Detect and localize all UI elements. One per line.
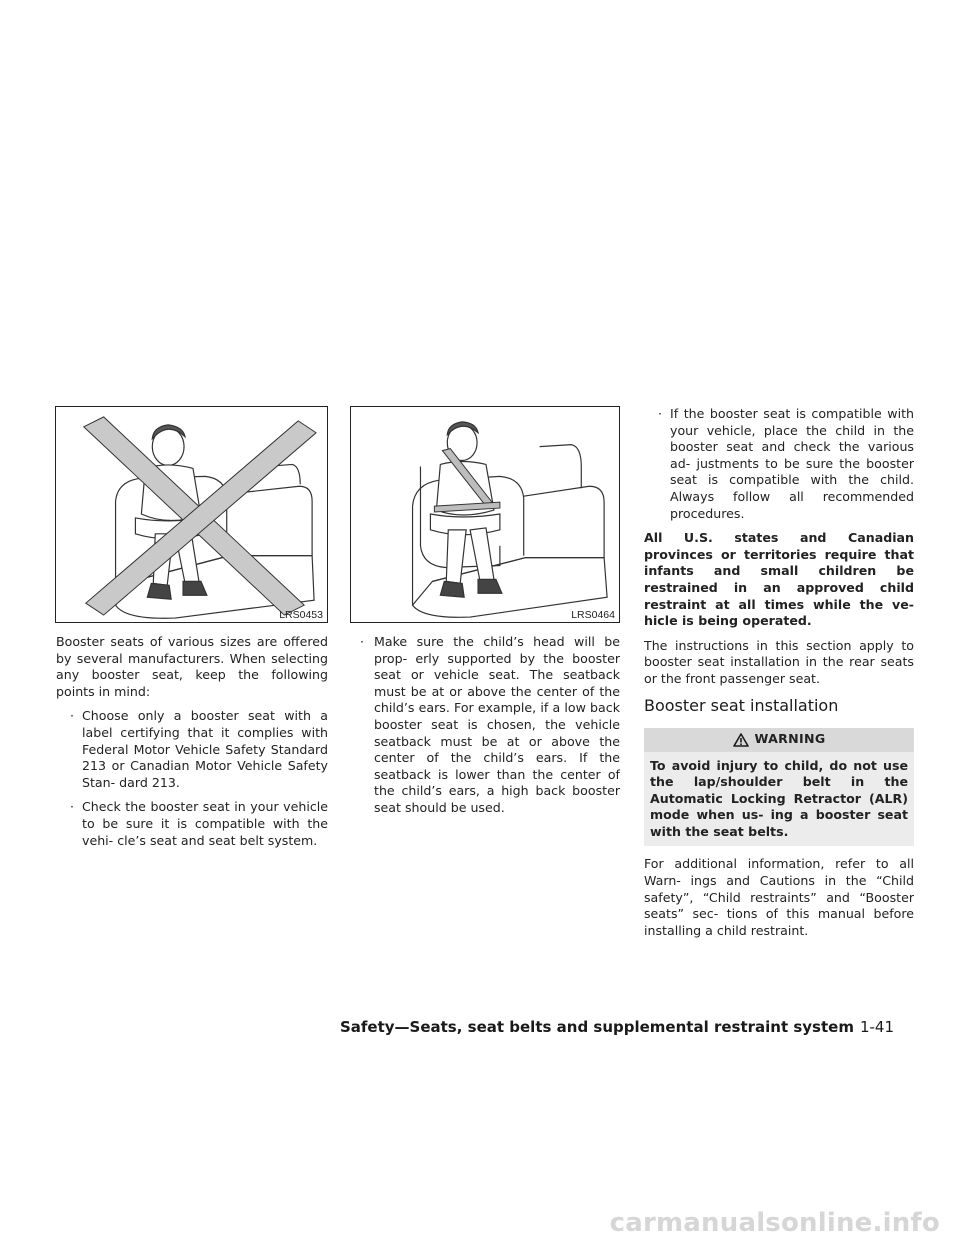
bold-paragraph: All U.S. states and Canadian provinces or territories require that infants and small children be restrained in an approved child restraint at all times while the ve- hicle is being operated. <box>644 530 914 629</box>
footer-section-title: Safety—Seats, seat belts and supplemental restraint system <box>339 1018 854 1036</box>
warning-triangle-icon <box>733 733 749 747</box>
bullet-icon: · <box>360 634 365 649</box>
bullet-icon: · <box>70 799 75 815</box>
figure-code: LRS0453 <box>279 609 323 621</box>
warning-box <box>644 728 914 847</box>
page-number: 1-41 <box>859 1018 894 1036</box>
list-item-text: Check the booster seat in your vehicle to be sure it is compatible with the vehi- cle’s seat and seat belt system. <box>82 799 328 848</box>
list-item <box>350 634 620 817</box>
intro-paragraph: Booster seats of various sizes are offered by several manufacturers. When selecting any booster seat, keep the following points in mind: <box>56 634 328 699</box>
figure-code: LRS0464 <box>571 609 615 621</box>
paragraph: For additional information, refer to all Warn- ings and Cautions in the “Child safety”, “Child restraints” and “Booster seats” sec- tions of this manual before installing a child restraint. <box>644 856 914 938</box>
child-booster-seat-correct-illustration <box>351 407 619 622</box>
warning-title: WARNING <box>754 731 826 747</box>
warning-header <box>644 728 914 752</box>
column-middle <box>350 634 620 825</box>
column-right <box>644 406 914 947</box>
list-item-text: If the booster seat is compatible with your vehicle, place the child in the booster seat and check the various ad- justments to be sure the booster seat is compatible with the child. Always follow all recommended procedures. <box>670 406 914 521</box>
page-footer <box>340 1018 894 1036</box>
warning-text: To avoid injury to child, do not use the lap/shoulder belt in the Automatic Locking Retractor (ALR) mode when us- ing a booster seat with the seat belts. <box>650 757 908 839</box>
figure-booster-seat-correct <box>350 406 620 623</box>
column-left <box>56 634 328 857</box>
list-item <box>56 708 328 791</box>
list-item-text: Choose only a booster seat with a label certifying that it complies with Federal Motor Vehicle Safety Standard 213 or Canadian Motor Vehicle Safety Stan- dard 213. <box>82 708 328 790</box>
section-heading: Booster seat installation <box>644 695 839 715</box>
child-booster-seat-incorrect-illustration <box>56 407 327 622</box>
list-item <box>644 406 914 522</box>
paragraph: The instructions in this section apply to booster seat installation in the rear seats or the front passenger seat. <box>644 637 914 686</box>
list-item-text: Make sure the child’s head will be prop- erly supported by the booster seat or vehicle seat. The seatback must be at or above the center of the child’s ears. For example, if a low back booster seat is chosen, the vehicle seatback must be at or above the center of the child’s ears. If the seatback is lower than the center of the child’s ears, a high back booster seat should be used. <box>374 634 620 815</box>
bullet-icon: · <box>658 406 663 421</box>
figure-booster-seat-incorrect <box>55 406 328 623</box>
bullet-icon: · <box>70 708 75 724</box>
watermark: carmanualsonline.info <box>609 1208 940 1238</box>
list-item <box>56 799 328 849</box>
